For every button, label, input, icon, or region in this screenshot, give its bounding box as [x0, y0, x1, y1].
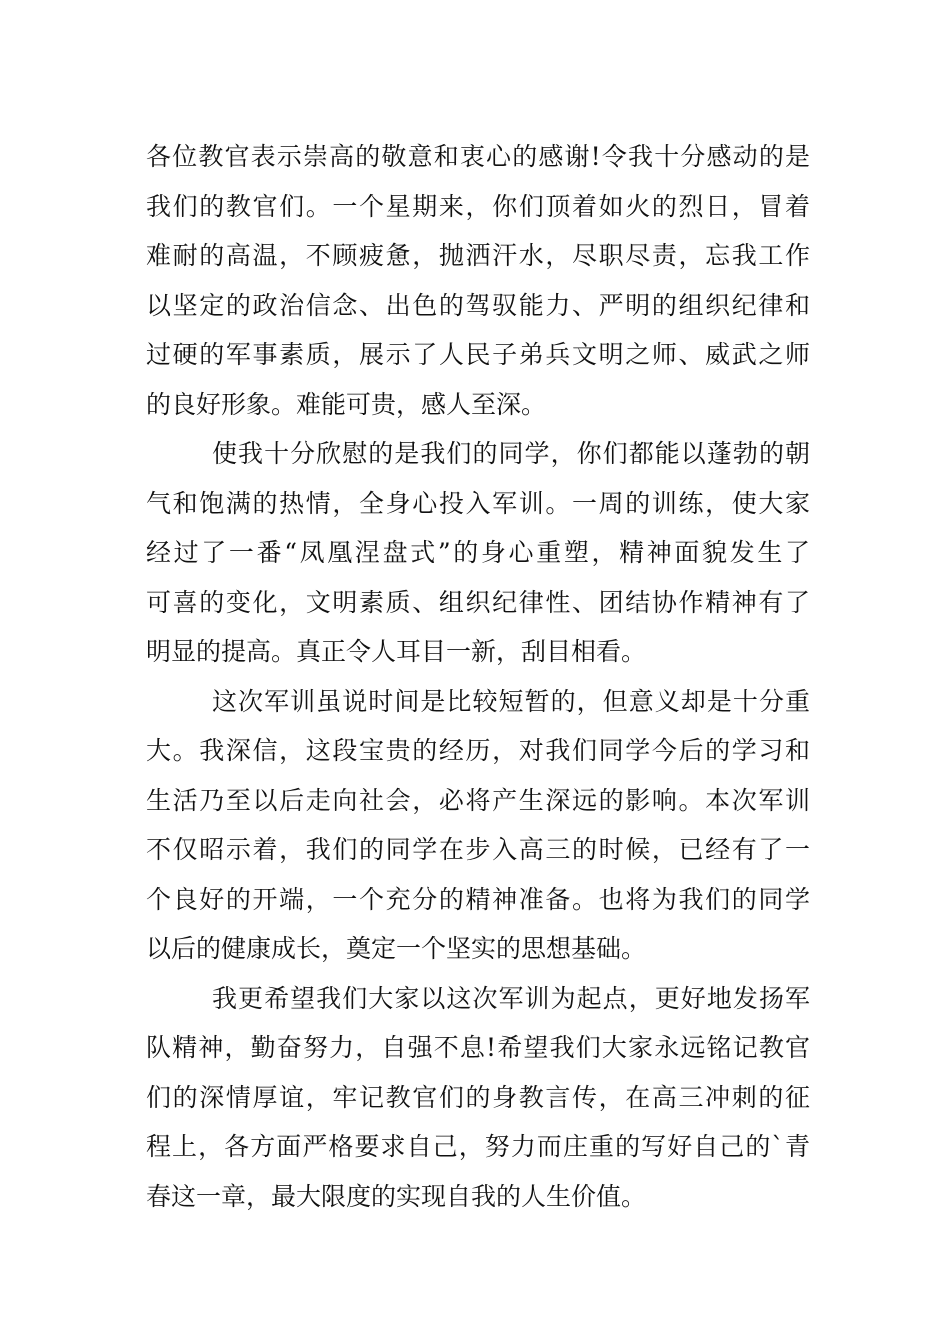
- text-line: 们的深情厚谊，牢记教官们的身教言传，在高三冲刺的征: [146, 1082, 810, 1112]
- text-line: 以后的健康成长，奠定一个坚实的思想基础。: [146, 934, 647, 963]
- text-line: 生活乃至以后走向社会，必将产生深远的影响。本次军训: [146, 785, 810, 815]
- text-line: 程上，各方面严格要求自己，努力而庄重的写好自己的`青: [146, 1132, 810, 1161]
- text-line: 使我十分欣慰的是我们的同学，你们都能以蓬勃的朝: [212, 439, 810, 468]
- text-line: 春这一章，最大限度的实现自我的人生价值。: [146, 1181, 647, 1211]
- text-line: 可喜的变化，文明素质、组织纪律性、团结协作精神有了: [146, 587, 810, 617]
- document-body: [146, 132, 810, 1221]
- text-line: 以坚定的政治信念、出色的驾驭能力、严明的组织纪律和: [146, 290, 810, 320]
- text-line: 个良好的开端，一个充分的精神准备。也将为我们的同学: [146, 884, 810, 914]
- text-line: 大。我深信，这段宝贵的经历，对我们同学今后的学习和: [146, 736, 810, 765]
- text-line: 我们的教官们。一个星期来，你们顶着如火的烈日，冒着: [146, 191, 810, 221]
- text-line: 过硬的军事素质，展示了人民子弟兵文明之师、威武之师: [146, 340, 810, 369]
- text-line: 各位教官表示崇高的敬意和衷心的感谢!令我十分感动的是: [146, 142, 810, 171]
- text-line: 我更希望我们大家以这次军训为起点，更好地发扬军: [212, 983, 810, 1013]
- text-line: 气和饱满的热情，全身心投入军训。一周的训练，使大家: [146, 488, 810, 518]
- text-line: 难耐的高温，不顾疲惫，抛洒汗水，尽职尽责，忘我工作: [146, 241, 810, 270]
- paragraph-2: [146, 429, 810, 677]
- paragraph-3: [146, 677, 810, 974]
- text-line: 这次军训虽说时间是比较短暂的，但意义却是十分重: [212, 686, 810, 716]
- paragraph-4: [146, 974, 810, 1222]
- text-line: 的良好形象。难能可贵，感人至深。: [146, 389, 547, 419]
- text-line: 明显的提高。真正令人耳目一新，刮目相看。: [146, 637, 647, 666]
- text-line: 不仅昭示着，我们的同学在步入高三的时候，已经有了一: [146, 835, 810, 864]
- paragraph-1: [146, 132, 810, 429]
- text-line: 队精神，勤奋努力，自强不息!希望我们大家永远铭记教官: [146, 1033, 810, 1062]
- text-line: 经过了一番“凤凰涅盘式”的身心重塑，精神面貌发生了: [146, 538, 810, 567]
